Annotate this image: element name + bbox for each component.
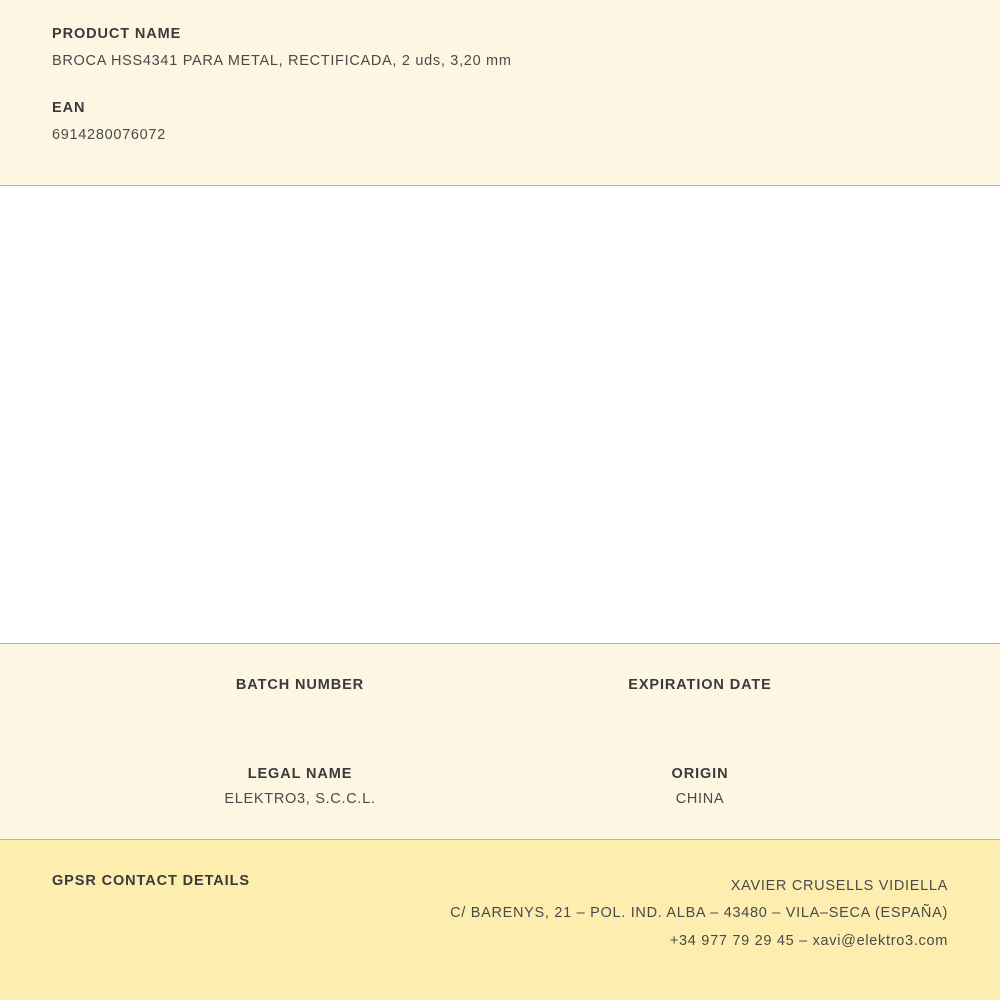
blank-content-area [0,186,1000,644]
expiration-date-value [500,702,900,719]
origin-value: CHINA [675,791,725,807]
origin-label: ORIGIN [671,766,729,782]
ean-value: 6914280076072 [52,127,166,143]
gpsr-contact-name: XAVIER CRUSELLS VIDIELLA [730,878,948,894]
batch-number-cell [100,677,500,719]
batch-number-value [100,702,500,719]
batch-number-label: BATCH NUMBER [235,677,365,693]
ean-label: EAN [52,100,86,116]
details-spacer [0,677,100,719]
origin-cell [500,766,900,807]
gpsr-footer-section [0,840,1000,1000]
product-details-section [0,644,1000,840]
ean-block [52,100,948,143]
legal-name-cell [100,766,500,807]
expiration-date-label: EXPIRATION DATE [628,677,772,693]
expiration-date-cell [500,677,900,719]
details-row [0,644,1000,719]
product-name-value: BROCA HSS4341 PARA METAL, RECTIFICADA, 2 uds, 3,20 mm [52,53,512,69]
details-spacer [0,766,100,807]
details-row [0,719,1000,807]
product-name-block [52,26,948,69]
product-name-label: PRODUCT NAME [52,26,182,42]
product-header-section [0,0,1000,186]
gpsr-contact-phone-email: +34 977 79 29 45 – xavi@elektro3.com [669,932,948,949]
spacer [52,69,948,100]
legal-name-value: ELEKTRO3, S.C.C.L. [224,791,376,807]
gpsr-contact-address: C/ BARENYS, 21 – POL. IND. ALBA – 43480 – VILA–SECA (ESPAÑA) [450,905,948,922]
gpsr-contact-block [450,873,948,955]
legal-name-label: LEGAL NAME [247,766,353,782]
gpsr-contact-label: GPSR CONTACT DETAILS [52,873,250,889]
